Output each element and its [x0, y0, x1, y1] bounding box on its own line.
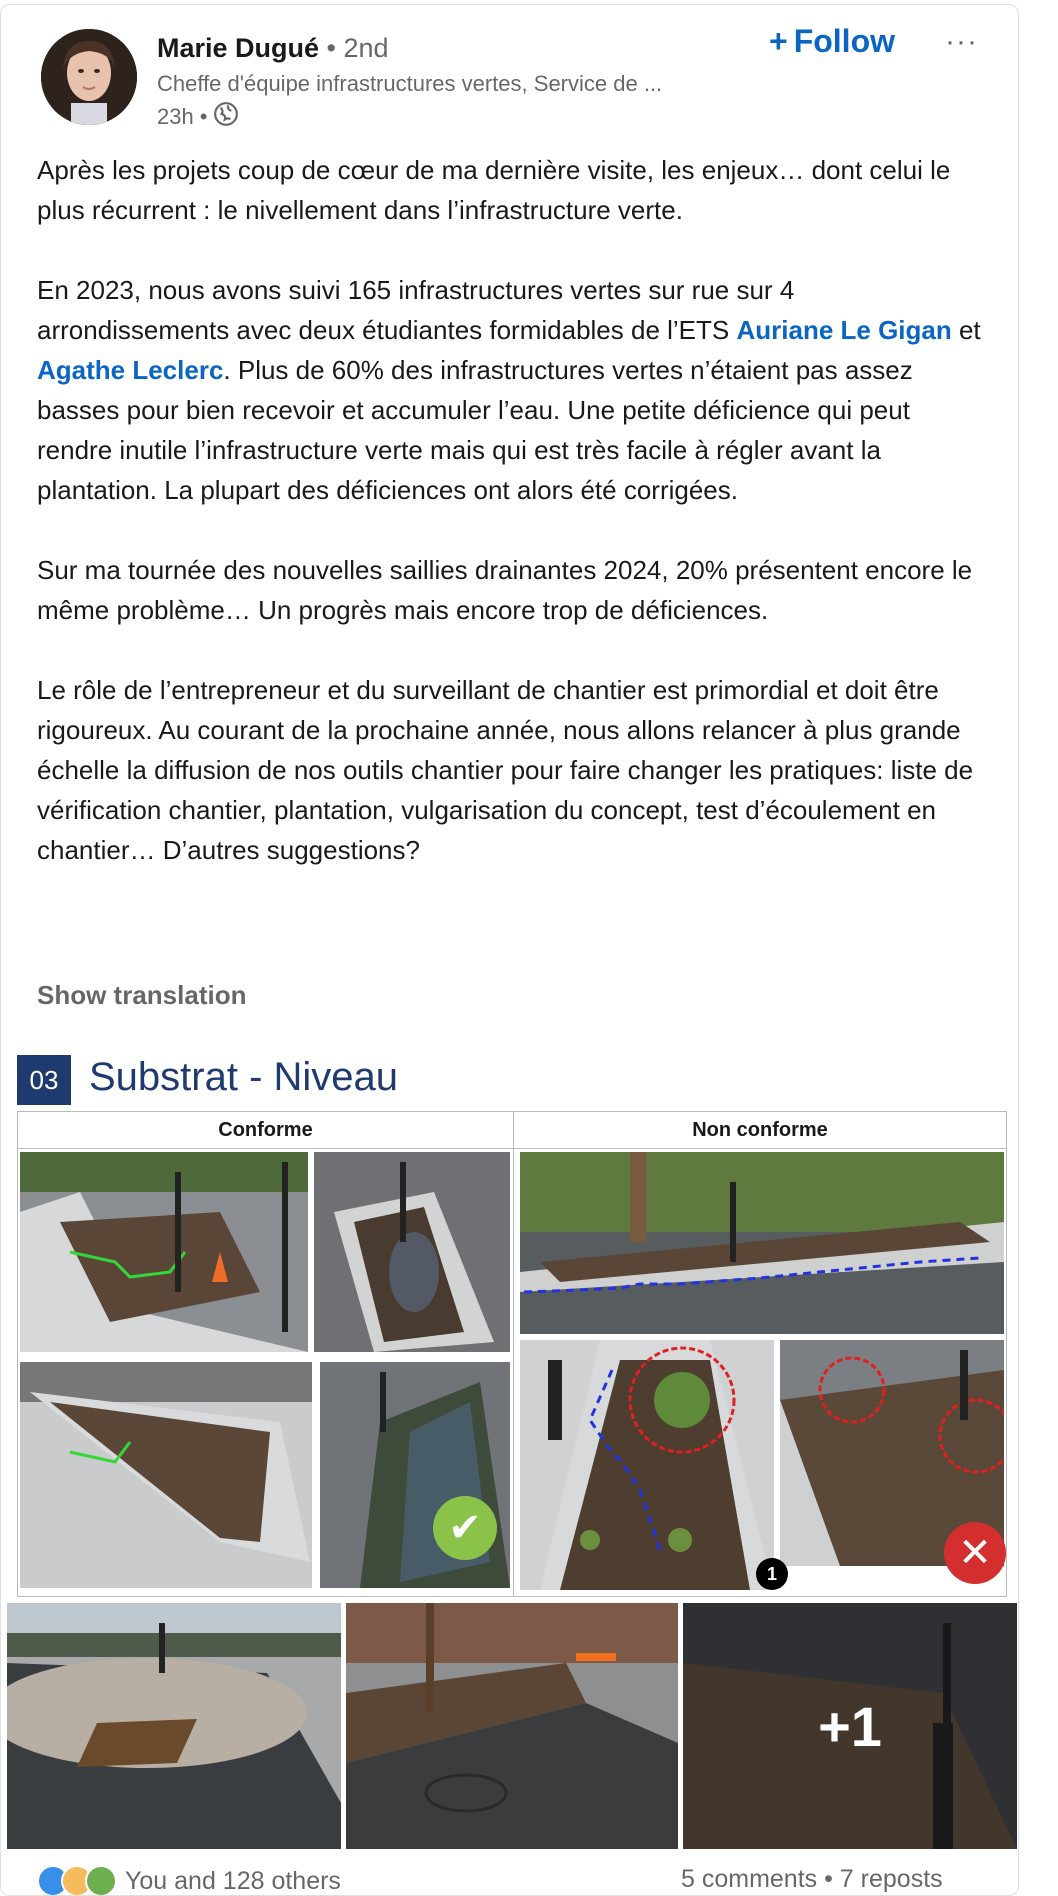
photo-conforme-1: [20, 1152, 308, 1352]
author-headline: Cheffe d'équipe infrastructures vertes, Service de ...: [157, 71, 663, 96]
post-paragraph-4: Le rôle de l’entrepreneur et du surveillant de chantier est primordial et doit être rigoureux. Au courant de la prochaine année, nous allons relancer à plus grande échelle la diffusion de nos outils chantier pour faire changer les pratiques: liste de vérification chantier, plantation, vulgarisation du concept, test d’écoulement en chantier… D’autres suggestions?: [37, 675, 974, 865]
gallery-photo-2[interactable]: [346, 1603, 678, 1849]
mention-link[interactable]: Agathe Leclerc: [37, 355, 224, 385]
more-photos-count: +1: [683, 1603, 1017, 1849]
follow-button[interactable]: [769, 23, 895, 60]
author-name-row: [157, 33, 389, 64]
globe-icon: [213, 101, 239, 133]
post-card: [0, 4, 1019, 1896]
column-divider: [513, 1112, 514, 1596]
follow-label: Follow: [793, 23, 895, 59]
photo-non-conforme-2: [520, 1340, 774, 1590]
post-text-span: et: [951, 315, 981, 345]
column-header-conforme: Conforme: [18, 1112, 513, 1149]
post-text: [37, 150, 987, 910]
post-paragraph-1: Après les projets coup de cœur de ma dernière visite, les enjeux… dont celui le plus récurrent : le nivellement dans l’infrastructure verte.: [37, 155, 951, 225]
slide-comparison-grid: [17, 1111, 1007, 1597]
author-name[interactable]: Marie Dugué: [157, 33, 320, 63]
post-meta: [157, 101, 239, 133]
time-separator: •: [199, 104, 208, 129]
author-avatar[interactable]: [41, 29, 137, 125]
post-text-span: En 2023, nous avons suivi 165 infrastructures vertes sur rue sur 4 arrondissements avec deux étudiantes formidables de l’ETS: [37, 275, 795, 345]
support-reaction-icon: [85, 1865, 117, 1896]
plus-icon: +: [769, 23, 788, 59]
column-header-non-conforme: Non conforme: [514, 1112, 1006, 1149]
post-text-span: . Plus de 60% des infrastructures vertes n’étaient pas assez basses pour bien recevoir et accumuler l’eau. Une petite déficience qui peut rendre inutile l’infrastructure verte mais qui est très facile à régler avant la plantation. La plupart des déficiences ont alors été corrigées.: [37, 355, 913, 505]
marker-badge: 1: [756, 1558, 788, 1590]
more-options-icon[interactable]: ···: [945, 25, 978, 58]
show-translation-link[interactable]: Show translation: [37, 980, 247, 1010]
slide-title: Substrat - Niveau: [89, 1055, 399, 1099]
connection-degree: 2nd: [343, 33, 389, 63]
mention-link[interactable]: Auriane Le Gigan: [736, 315, 952, 345]
slide-number-badge: 03: [17, 1055, 71, 1105]
check-icon: ✔: [433, 1496, 497, 1560]
post-time: 23h: [157, 104, 194, 129]
photo-conforme-3: [20, 1362, 312, 1588]
slide-image[interactable]: [15, 1051, 1007, 1599]
close-icon: ✕: [944, 1522, 1006, 1584]
post-paragraph-3: Sur ma tournée des nouvelles saillies drainantes 2024, 20% présentent encore le même problème… Un progrès mais encore trop de déficiences.: [37, 555, 973, 625]
gallery-photo-1[interactable]: [7, 1603, 341, 1849]
photo-conforme-2: [314, 1152, 510, 1352]
gallery-photo-3[interactable]: [683, 1603, 1017, 1849]
reactions-count: You and 128 others: [125, 1866, 341, 1895]
post-paragraph-2: [37, 270, 987, 510]
reactions-summary[interactable]: [37, 1865, 341, 1896]
photo-non-conforme-1: [520, 1152, 1004, 1334]
degree-separator: •: [319, 33, 344, 63]
comments-reposts-count[interactable]: 5 comments • 7 reposts: [681, 1865, 943, 1893]
